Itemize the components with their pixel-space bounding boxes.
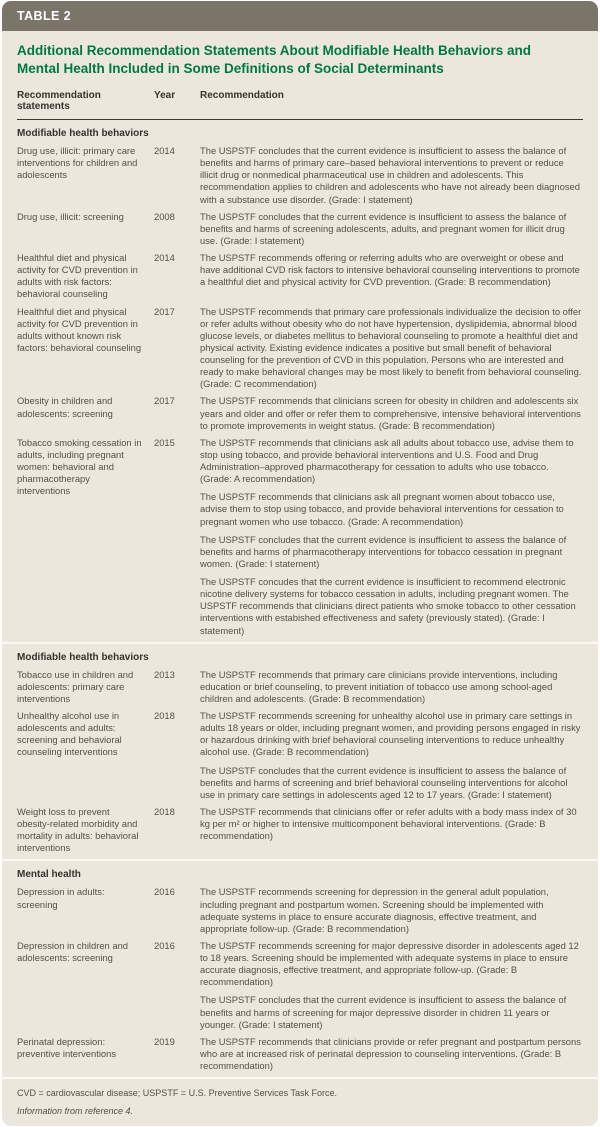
year-cell: 2008 [154,210,175,222]
table-row [17,306,583,391]
year-cell: 2017 [154,305,175,317]
recommendation-paragraph: The USPSTF recommends screening for unhealthy alcohol use in primary care settings in adults 18 years or older, including pregnant women, and providing persons engaged in risky or hazardous drinking with brief behavioral counseling interventions to reduce unhealthy alcohol use. (Grade: B recommendation) [200,710,581,758]
statement-cell: Weight loss to prevent obesity-related morbidity and mortality in adults: behavioral interventions [17,805,139,854]
year-cell: 2016 [154,939,175,951]
statement-cell: Drug use, illicit: screening [17,210,124,222]
recommendation-paragraph: The USPSTF recommends that clinicians offer or refer adults with a body mass index of 30 kg per m² or higher to intensive multicomponent behavioral interventions. (Grade: B recommendation) [200,805,577,842]
recommendation-paragraph: The USPSTF recommends that clinicians ask all pregnant women about tobacco use, advise them to stop using tobacco, and provide behavioral interventions for cessation to pregnant women who use tobacco. (Grade: A recommendation) [200,491,564,527]
table-body [2,42,598,1126]
year-cell: 2015 [154,436,175,448]
recommendation-cell [200,395,583,431]
table-card [2,1,598,1126]
recommendation-cell [200,886,583,935]
section-header-modifiable-2: Modifiable health behaviors [17,651,149,663]
column-header-recommendation: Recommendation [200,90,284,102]
footnote-block [17,1077,583,1116]
statement-cell: Healthful diet and physical activity for CVD prevention in adults without known risk factors: behavioral counseling [17,305,142,353]
recommendation-cell [200,669,583,705]
recommendation-paragraph: The USPSTF concudes that the current evidence is insufficient to recommend electronic nicotine delivery systems for tobacco cessation in adults, including pregnant women. The USPSTF recommends that clinicians direct patients who smoke tobacco to other cessation interventions with estabished effectiveness and safety (previously stated). (Grade: I statement) [200,576,576,636]
table-row [17,710,583,801]
section-header-mental-health: Mental health [17,869,81,881]
recommendation-paragraph: The USPSTF recommends that clinicians provide or refer pregnant and postpartum persons who are at increased risk of perinatal depression to counseling interventions. (Grade: B recommendation) [200,1035,581,1072]
recommendation-paragraph: The USPSTF recommends that primary care professionals individualize the decision to offer or refer adults without obesity who do not have hypertension, dyslipidemia, abnormal blood glucose levels, or diabetes mellitus to behavioral counseling to promote a healthful diet and physical activity. Existing evidence indicates a positive but small benefit of behavioral counseling for the prevention of CVD in this population. Persons who are interested and ready to make behavioral changes may be most likely to benefit from behavioral counseling. (Grade: C recommendation) [200,305,582,390]
statement-cell: Healthful diet and physical activity for CVD prevention in adults with risk factors: behavioral counseling [17,252,138,300]
table-row [17,806,583,855]
statement-cell: Obesity in children and adolescents: screening [17,395,113,419]
recommendation-cell [200,806,583,855]
recommendation-paragraph: The USPSTF concludes that the current evidence is insufficient to assess the balance of benefits and harms of screening for major depressive disorder in chidren 11 years or younger. (Grade: I statement) [200,994,567,1030]
statement-cell: Tobacco use in children and adolescents: primary care interventions [17,668,134,704]
table-number-label: TABLE 2 [17,9,71,23]
table-row [17,145,583,206]
recommendation-cell [200,211,583,247]
recommendation-paragraph: The USPSTF concludes that the current evidence is insufficient to assess the balance of benefits and harms of screening and brief behavioral counseling interventions for alcohol use in primary care settings in adolescents aged 12 to 17 years. (Grade: I statement) [200,764,568,800]
table-row [17,437,583,637]
recommendation-paragraph: The USPSTF concludes that the current evidence is insufficient to assess the balance of benefits and harms of primary care–based behavioral interventions to prevent or reduce illicit drug or nonmedical pharmaceutical use in children and adolescents. This recommendation applies to children and adolescents who have not already been diagnosed with a substance use disorder. (Grade: I statement) [200,145,580,205]
recommendation-paragraph: The USPSTF recommends that clinicians ask all adults about tobacco use, advise them to stop using tobacco, and provide behavioral interventions and U.S. Food and Drug Administration–approved pharmacotherapy for cessation to adults who use tobacco. (Grade: A recommendation) [200,436,574,485]
recommendation-paragraph: The USPSTF concludes that the current evidence is insufficient to assess the balance of benefits and harms of screening adolescents, adults, and pregnant women for illicit drug use. (Grade: I statement) [200,210,567,246]
recommendation-paragraph: The USPSTF recommends that primary care clinicians provide interventions, including education or brief counseling, to prevent initiation of tobacco use among school-aged children and adolescents. (Grade: B recommendation) [200,668,558,704]
table-row [17,252,583,301]
recommendation-cell [200,940,583,1031]
statement-cell: Depression in adults: screening [17,886,105,910]
column-header-row [17,90,583,120]
abbreviation-footnote: CVD = cardiovascular disease; USPSTF = U.S. Preventive Services Task Force. [17,1088,337,1099]
column-header-year: Year [154,90,176,102]
footnote-divider [2,1077,598,1079]
year-cell: 2014 [154,252,175,264]
statement-cell: Depression in children and adolescents: screening [17,939,129,964]
statement-cell: Drug use, illicit: primary care interventions for children and adolescents [17,145,138,181]
recommendation-paragraph: The USPSTF recommends screening for depression in the general adult population, including pregnant and postpartum women. Screening should be implemented with adequate systems in place to ensure accurate diagnosis, effective treatment, and appropriate follow-up. (Grade: B recommendation) [200,886,549,934]
year-cell: 2014 [154,145,175,157]
table-row [17,669,583,705]
year-cell: 2018 [154,805,175,817]
table-header-bar [2,1,598,31]
year-cell: 2019 [154,1035,175,1047]
statement-cell: Tobacco smoking cessation in adults, including pregnant women: behavioral and pharmacotherapy interventions [17,436,142,497]
year-cell: 2018 [154,710,175,722]
table-row [17,886,583,935]
statement-cell: Unhealthy alcohol use in adolescents and adults: screening and behavioral counseling interventions [17,710,122,758]
table-row [17,1036,583,1072]
year-cell: 2016 [154,886,175,898]
recommendation-paragraph: The USPSTF recommends offering or referring adults who are overweight or obese and have additional CVD risk factors to intensive behavioral counseling interventions to promote a healthful diet and physical activity for CVD prevention. (Grade: B recommendation) [200,252,580,288]
recommendation-cell [200,1036,583,1072]
year-cell: 2013 [154,668,175,680]
statement-cell: Perinatal depression: preventive interventions [17,1035,117,1059]
section-header-modifiable-1: Modifiable health behaviors [17,128,149,140]
table-title: Additional Recommendation Statements About Modifiable Health Behaviors and Mental Health Included in Some Definitions of Social Determinants [17,43,532,76]
recommendation-cell [200,710,583,801]
recommendation-cell [200,252,583,301]
source-note: Information from reference 4. [17,1106,134,1117]
recommendation-cell [200,145,583,206]
table-row [17,940,583,1031]
recommendation-paragraph: The USPSTF recommends screening for major depressive disorder in adolescents aged 12 to 18 years. Screening should be implemented with adequate systems in place to ensure accurate diagnosis, effective treatment, and appropriate follow-up. (Grade: B recommendation) [200,939,579,988]
recommendation-paragraph: The USPSTF concludes that the current evidence is insufficient to assess the balance of benefits and harms of pharmacotherapy interventions for tobacco cessation in pregnant women. (Grade: I statement) [200,533,567,569]
recommendation-paragraph: The USPSTF recommends that clinicians screen for obesity in children and adolescents six years and older and offer or refer them to comprehensive, intensive behavioral interventions to promote improvements in weight status. (Grade: B recommendation) [200,395,581,431]
column-header-statements: Recommendation statements [17,90,101,113]
table-row [17,395,583,431]
recommendation-cell [200,306,583,391]
recommendation-cell [200,437,583,637]
year-cell: 2017 [154,395,175,407]
table-row [17,211,583,247]
